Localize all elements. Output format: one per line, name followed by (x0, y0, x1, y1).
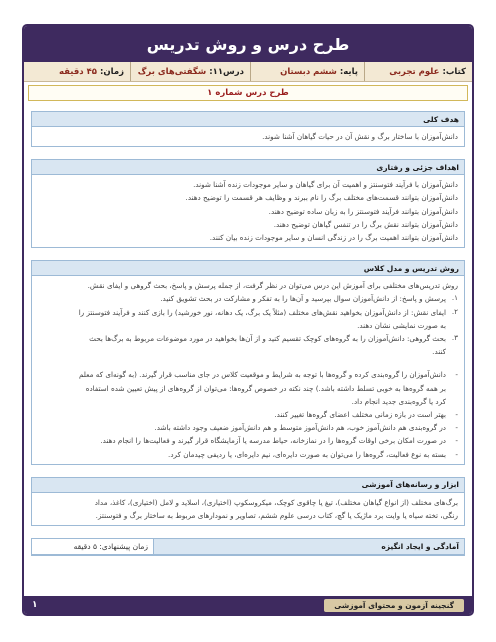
method-line: ایفای نقش: از دانش‌آموزان بخواهید نقش‌های مختلف (مثلاً یک برگ، یک دهانه، نور خورشید) را بازی کنند و فرآیند فتوسنتز را (78, 307, 446, 317)
goal-item: دانش‌آموزان بتوانند اهمیت برگ را در زندگی انسان و سایر موجودات زنده بیان کنند. (209, 233, 458, 243)
dash-bullet: - (455, 423, 458, 433)
dash-bullet: - (455, 370, 458, 380)
dash-bullet: - (455, 436, 458, 446)
method-number: ۳. (451, 333, 458, 343)
time-cell (24, 62, 130, 81)
class-note-line: کرد یا گروه‌بندی جدید انجام داد. (351, 396, 446, 406)
class-note-text (38, 434, 446, 447)
tools-title: ابزار و رسانه‌های آموزشی (32, 478, 464, 493)
readiness-title: آمادگی و ایجاد انگیزه (154, 539, 464, 554)
lesson-info-row (24, 62, 472, 82)
method-text (38, 292, 446, 305)
time-label: زمان: (99, 66, 124, 77)
method-number: ۱. (451, 293, 458, 303)
class-note-line: در صورت امکان برخی اوقات گروه‌ها را در نمازخانه، حیاط مدرسه یا آزمایشگاه قرار گیرند و فعالیت‌ها را انجام دهند. (100, 436, 446, 446)
methods-intro: روش تدریس‌های مختلفی برای آموزش این درس می‌توان در نظر گرفت، از جمله پرسش و پاسخ، بحث گروهی و ایفای نقش. (87, 281, 458, 291)
tools-line: برگ‌های مختلف (از انواع گیاهان مختلف)، تیغ یا چاقوی کوچک، میکروسکوپ (اختیاری)، اسلاید و لامل (اختیاری)، کاغذ، مداد (94, 497, 458, 507)
goal-item: دانش‌آموزان با فرآیند فتوسنتز و اهمیت آن برای گیاهان و سایر موجودات زنده آشنا شوند. (193, 180, 458, 190)
book-label: کتاب: (442, 66, 466, 77)
lesson-plan-page (22, 24, 474, 616)
methods-section (31, 260, 465, 465)
class-note-text (38, 448, 446, 461)
tools-section (31, 477, 465, 526)
class-note-text (38, 421, 446, 434)
page-title: طرح درس و روش تدریس (24, 26, 472, 62)
class-note-item (38, 408, 458, 421)
class-note-line: بهتر است در بازه زمانی مختلف اعضای گروه‌ها تغییر کنند. (274, 410, 446, 420)
tools-line: رنگی، تخته سیاه یا وایت برد ماژیک یا گچ، کتاب درسی علوم ششم، تصاویر و نمودارهای مربوط به ساختار برگ و فتوسنتز. (95, 511, 458, 521)
methods-title: روش تدریس و مدل کلاس (32, 261, 464, 276)
method-item (38, 292, 458, 305)
class-note-item (38, 421, 458, 434)
class-note-text (38, 408, 446, 421)
class-note-item (38, 368, 458, 408)
behavioral-goals-section (31, 159, 465, 248)
page-footer (24, 596, 472, 614)
method-line: کنند. (432, 347, 446, 357)
method-line: بحث گروهی: دانش‌آموزان را به گروه‌های کوچک تقسیم کنید و از آن‌ها بخواهید در مورد موضوعات مربوط به برگ‌ها بحث (89, 334, 446, 344)
method-item (38, 306, 458, 332)
grade-cell (250, 62, 364, 81)
dash-bullet: - (455, 449, 458, 459)
method-item (38, 332, 458, 358)
method-text (38, 306, 446, 332)
plan-number-banner: طرح درس شماره ۱ (28, 85, 468, 101)
general-goal-text: دانش‌آموزان با ساختار برگ و نقش آن در حیات گیاهان آشنا شوند. (262, 132, 458, 141)
method-line: به صورت نمایشی نشان دهند. (357, 320, 446, 330)
class-note-line: بر همه گروه‌ها به خوبی تسلط داشته باشد.) چند نکته در خصوص گروه‌ها: می‌توان از گروه‌های از پیش تعیین شده استفاده (85, 383, 446, 393)
class-note-item (38, 448, 458, 461)
dash-bullet: - (455, 410, 458, 420)
grade-value: ششم دبستان (280, 66, 337, 77)
readiness-section (31, 538, 465, 556)
general-goal-section (31, 111, 465, 147)
goal-item: دانش‌آموزان بتوانند قسمت‌های مختلف برگ را نام ببرند و وظایف هر قسمت را توضیح دهند. (185, 193, 458, 203)
behavioral-goals-title: اهداف جزئی و رفتاری (32, 160, 464, 175)
class-note-item (38, 434, 458, 447)
method-number: ۲. (451, 306, 458, 316)
class-note-text (38, 368, 446, 408)
book-cell (364, 62, 472, 81)
goal-item: دانش‌آموزان بتوانند نقش برگ را در تنفس گیاهان توضیح دهند. (273, 219, 458, 229)
time-value: ۴۵ دقیقه (58, 66, 97, 77)
method-text (38, 332, 446, 358)
method-line: پرسش و پاسخ: از دانش‌آموزان سوال بپرسید و آن‌ها را به تفکر و مشارکت در بحث تشویق کنید. (160, 294, 446, 304)
general-goal-title: هدف کلی (32, 112, 464, 127)
page-number: ۱ (32, 600, 38, 610)
lesson-label: درس۱۱: (209, 66, 244, 77)
footer-badge: گنجینه آزمون و محتوای آموزشی (324, 599, 464, 612)
grade-label: پایه: (339, 66, 358, 77)
class-note-line: بسته به نوع فعالیت، گروه‌ها را می‌توان به صورت دایره‌ای، نیم دایره‌ای، یا ردیفی چیدمان کرد. (168, 449, 446, 459)
goal-item: دانش‌آموزان بتوانند فرآیند فتوسنتز را به زبان ساده توضیح دهند. (268, 206, 458, 216)
readiness-time: زمان پیشنهادی: ۵ دقیقه (32, 539, 154, 554)
class-note-line: دانش‌آموزان را گروه‌بندی کرده و گروه‌ها با توجه به شرایط و موقعیت کلاس در جای مناسب قرار گیرند. (به گونه‌ای که معلم (79, 370, 446, 380)
lesson-value: شگفتی‌های برگ (137, 66, 207, 77)
class-note-line: در گروه‌بندی هم دانش‌آموز خوب، هم دانش‌آموز متوسط و هم دانش‌آموز ضعیف وجود داشته باشد. (154, 423, 446, 433)
lesson-cell (130, 62, 250, 81)
book-value: علوم تجربی (389, 66, 440, 77)
